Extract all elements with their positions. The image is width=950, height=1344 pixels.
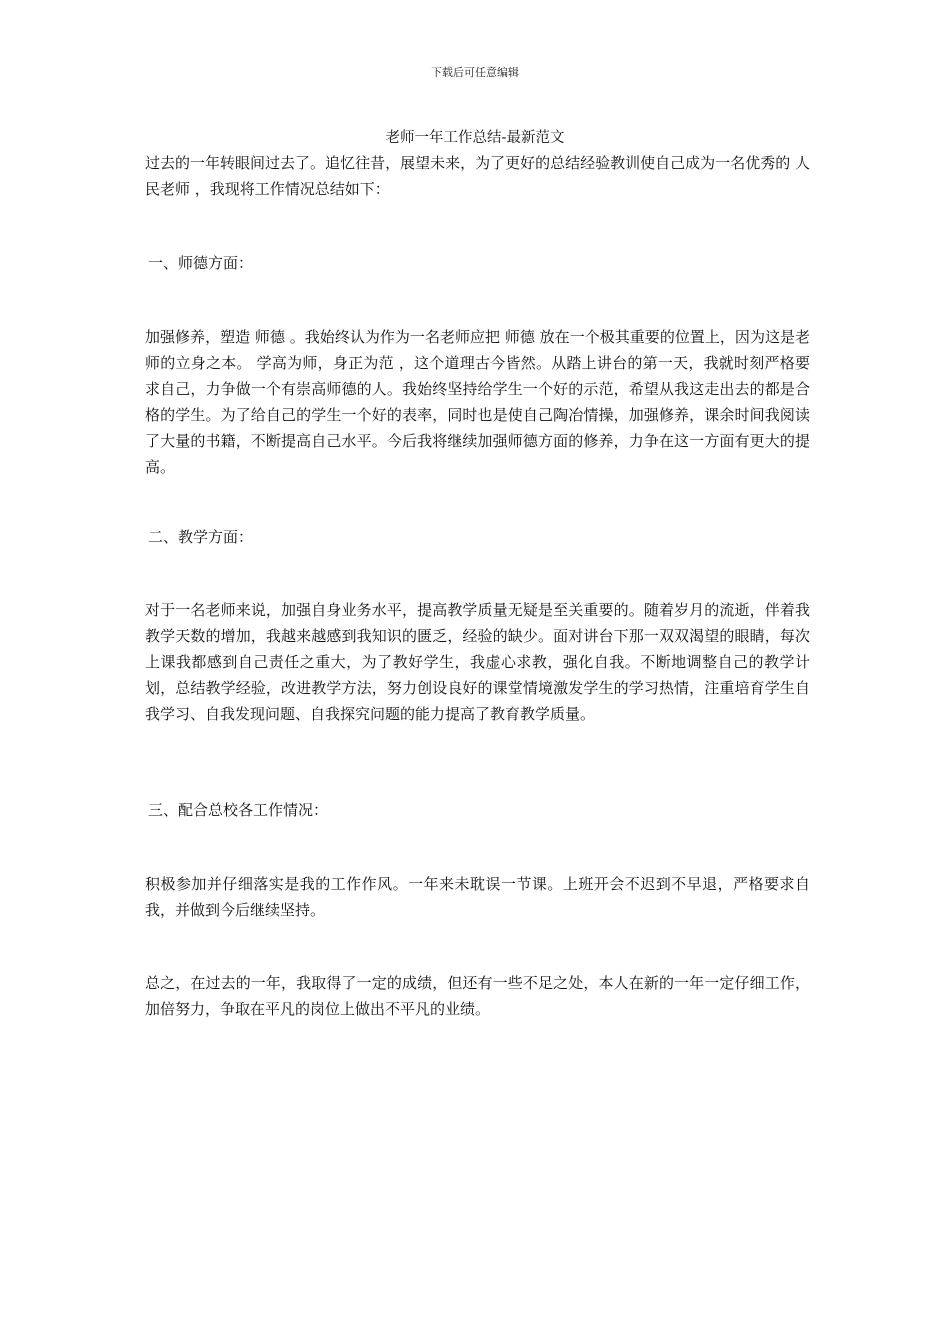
conclusion-paragraph: 总之，在过去的一年，我取得了一定的成绩，但还有一些不足之处，本人在新的一年一定仔细工作，加倍努力，争取在平凡的岗位上做出不平凡的业绩。 — [145, 974, 810, 1018]
section-body-teaching: 对于一名老师来说，加强自身业务水平，提高教学质量无疑是至关重要的。随着岁月的流逝，伴着我教学天数的增加，我越来越感到我知识的匮乏，经验的缺少。面对讲台下那一双双渴望的眼睛，每次上课我都感到自己责任之重大，为了教好学生，我虚心求教，强化自我。不断地调整自己的教学计划，总结教学经验，改进教学方法，努力创设良好的课堂情境激发学生的学习热情，注重培育学生自我学习、自我发现问题、自我探究问题的能力提高了教育教学质量。 — [145, 601, 810, 723]
section-heading-ethics: 一、师德方面： — [148, 254, 254, 272]
document-title: 老师一年工作总结-最新范文 — [385, 130, 565, 146]
section-body-cooperation: 积极参加并仔细落实是我的工作作风。一年来未耽误一节课。上班开会不迟到不早退，严格要求自我，并做到今后继续坚持。 — [145, 875, 810, 919]
intro-paragraph: 过去的一年转眼间过去了。追忆往昔，展望未来，为了更好的总结经验教训使自己成为一名优秀的 人民老师 ，我现将工作情况总结如下： — [145, 154, 810, 198]
section-body-ethics: 加强修养，塑造 师德 。我始终认为作为一名老师应把 师德 放在一个极其重要的位置上，因为这是老师的立身之本。 学高为师，身正为范 ，这个道理古今皆然。从踏上讲台的第一天，我就时刻严格要求自己，力争做一个有崇高师德的人。我始终坚持给学生一个好的示范，希望从我这走出去的都是合格的学生。为了给自己的学生一个好的表率，同时也是使自己陶冶情操，加强修养，课余时间我阅读了大量的书籍，不断提高自己水平。今后我将继续加强师德方面的修养，力争在这一方面有更大的提高。 — [145, 328, 810, 476]
section-heading-teaching: 二、教学方面： — [148, 528, 254, 546]
header-note: 下载后可任意编辑 — [431, 66, 519, 79]
section-heading-cooperation: 三、配合总校各工作情况： — [148, 801, 329, 819]
